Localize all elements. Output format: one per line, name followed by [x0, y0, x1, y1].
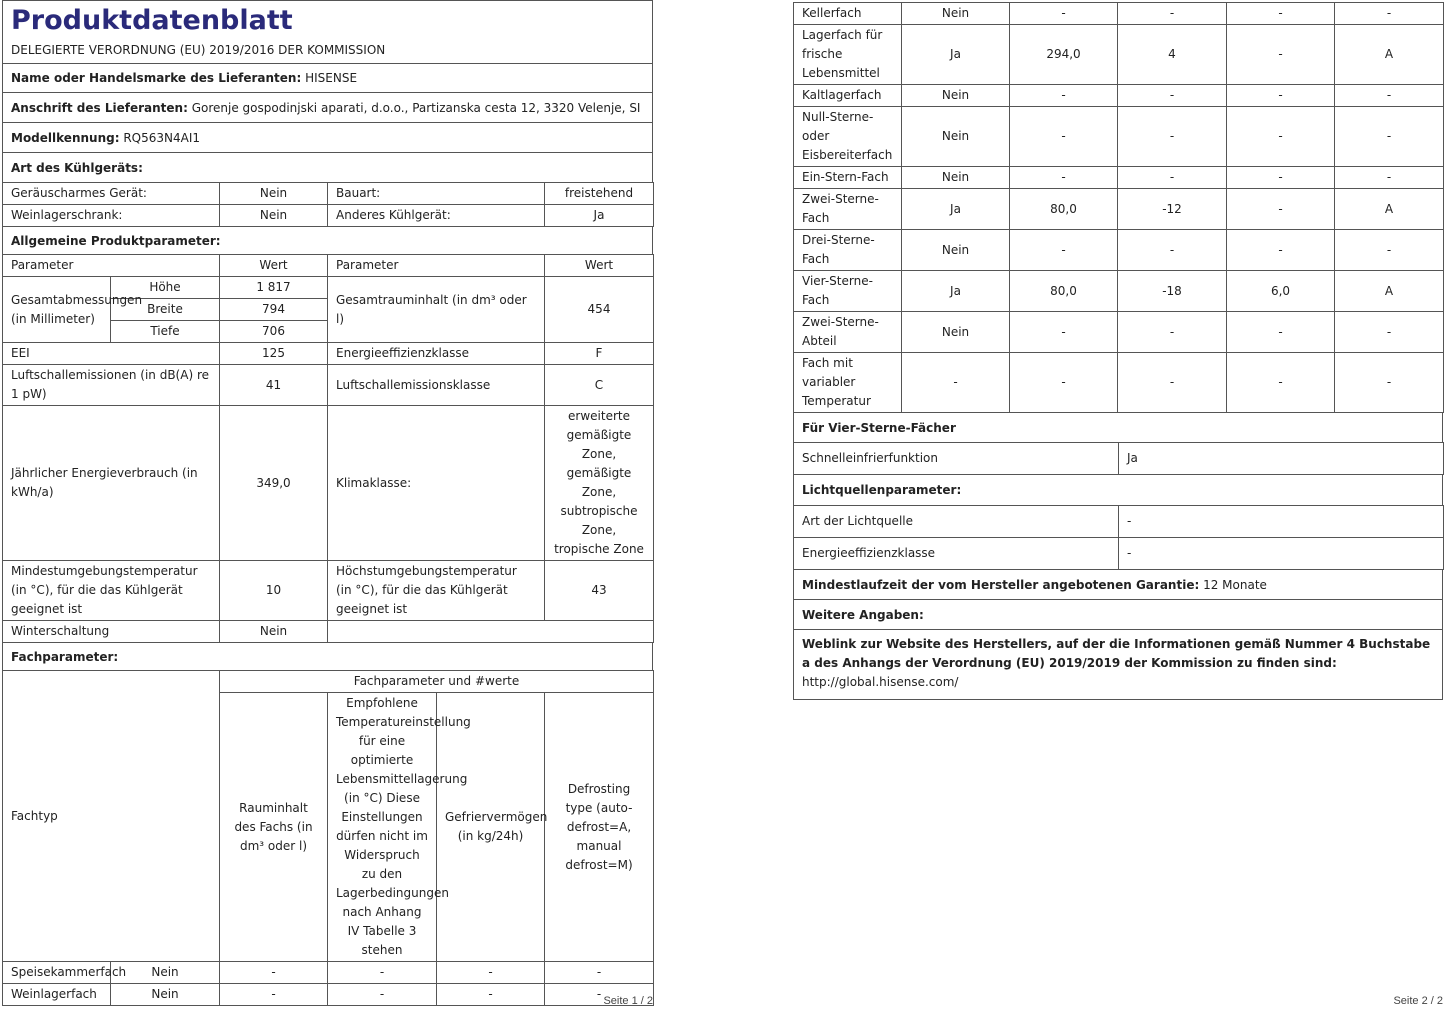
compartment-name: Ein-Stern-Fach — [794, 167, 902, 189]
compartment-value: - — [1118, 312, 1227, 353]
table-row — [794, 167, 1444, 189]
type-value: Ja — [545, 205, 654, 227]
compartment-value: 6,0 — [1227, 271, 1335, 312]
compartment-value: - — [1010, 3, 1118, 25]
table-row — [794, 271, 1444, 312]
max-temp-label: Höchstumgebungstemperatur (in °C), für die das Kühlgerät geeignet ist — [328, 561, 545, 621]
column-header: Gefriervermögen (in kg/24h) — [437, 693, 545, 962]
eei-value: 125 — [220, 343, 328, 365]
table-row — [3, 183, 654, 205]
general-heading: Allgemeine Produktparameter: — [2, 227, 653, 255]
four-star-heading: Für Vier-Sterne-Fächer — [793, 413, 1443, 443]
model-value: RQ563N4AI1 — [123, 130, 201, 145]
column-header: Parameter — [328, 255, 545, 277]
energy-consumption-label: Jährlicher Energieverbrauch (in kWh/a) — [3, 406, 220, 561]
noise-value: 41 — [220, 365, 328, 406]
supplier-row — [2, 63, 653, 93]
compartment-value: - — [1227, 107, 1335, 167]
compartment-present: Ja — [902, 25, 1010, 85]
compartment-value: - — [1118, 230, 1227, 271]
compartment-value: - — [1010, 312, 1118, 353]
compartment-table — [2, 670, 654, 1006]
noise-class-label: Luftschallemissionsklasse — [328, 365, 545, 406]
compartment-name: Weinlagerfach — [3, 984, 111, 1006]
light-type-label: Art der Lichtquelle — [794, 506, 1119, 538]
light-table — [793, 505, 1444, 570]
compartment-value: - — [1227, 85, 1335, 107]
type-value: Nein — [220, 205, 328, 227]
table-row — [794, 312, 1444, 353]
table-row — [794, 538, 1444, 570]
table-row — [794, 3, 1444, 25]
volume-value: 454 — [545, 277, 654, 343]
compartment-value: 80,0 — [1010, 189, 1118, 230]
dimension-name: Tiefe — [111, 321, 220, 343]
fachtyp-header: Fachtyp — [3, 671, 220, 962]
general-params-table — [2, 254, 654, 643]
page-title: Produktdatenblatt — [11, 5, 293, 36]
table-row — [3, 343, 654, 365]
column-header: Wert — [220, 255, 328, 277]
compartment-value: - — [220, 962, 328, 984]
winter-label: Winterschaltung — [3, 621, 220, 643]
compartment-heading: Fachparameter: — [2, 643, 653, 671]
compartment-value: - — [437, 984, 545, 1006]
warranty-row — [793, 570, 1443, 600]
max-temp-value: 43 — [545, 561, 654, 621]
dimension-name: Höhe — [111, 277, 220, 299]
compartment-value: - — [1335, 3, 1444, 25]
table-row — [3, 255, 654, 277]
compartment-value: - — [1010, 230, 1118, 271]
energy-class-label: Energieeffizienzklasse — [328, 343, 545, 365]
compartment-value: - — [1010, 353, 1118, 413]
type-heading: Art des Kühlgeräts: — [2, 153, 653, 183]
column-header: Parameter — [3, 255, 220, 277]
quick-freeze-value: Ja — [1119, 443, 1444, 475]
table-row — [794, 85, 1444, 107]
type-value: freistehend — [545, 183, 654, 205]
compartment-present: Nein — [902, 167, 1010, 189]
compartment-value: - — [220, 984, 328, 1006]
page-2 — [790, 0, 1445, 1009]
compartment-present: Nein — [902, 230, 1010, 271]
compartment-value: - — [545, 984, 654, 1006]
supplier-label: Name oder Handelsmarke des Lieferanten: — [11, 71, 302, 85]
table-row — [3, 365, 654, 406]
table-row — [3, 406, 654, 561]
weblink-row — [793, 630, 1443, 700]
compartment-present: Nein — [902, 312, 1010, 353]
compartment-value: - — [1335, 353, 1444, 413]
volume-label: Gesamtrauminhalt (in dm³ oder l) — [328, 277, 545, 343]
compartment-name: Null-Sterne- oder Eisbereiterfach — [794, 107, 902, 167]
quick-freeze-label: Schnelleinfrierfunktion — [794, 443, 1119, 475]
compartment-name: Speisekammerfach — [3, 962, 111, 984]
compartment-value: - — [1335, 312, 1444, 353]
compartment-value: - — [1010, 85, 1118, 107]
min-temp-value: 10 — [220, 561, 328, 621]
dimension-name: Breite — [111, 299, 220, 321]
table-row — [794, 107, 1444, 167]
table-row — [3, 962, 654, 984]
supplier-value: HISENSE — [305, 71, 358, 85]
compartment-value: - — [328, 984, 437, 1006]
four-star-table — [793, 442, 1444, 475]
weblink-value[interactable]: http://global.hisense.com/ — [802, 675, 959, 689]
compartment-name: Drei-Sterne-Fach — [794, 230, 902, 271]
eei-label: EEI — [3, 343, 220, 365]
energy-class-value: F — [545, 343, 654, 365]
compartment-name: Kaltlagerfach — [794, 85, 902, 107]
address-row — [2, 93, 653, 123]
compartment-name: Zwei-Sterne-Abteil — [794, 312, 902, 353]
compartment-value: - — [1227, 167, 1335, 189]
address-value: Gorenje gospodinjski aparati, d.o.o., Partizanska cesta 12, 3320 Velenje, SI — [191, 100, 641, 115]
compartment-name: Kellerfach — [794, 3, 902, 25]
warranty-value: 12 Monate — [1203, 577, 1267, 592]
light-class-value: - — [1119, 538, 1444, 570]
compartment-table-continued — [793, 2, 1444, 413]
table-row — [3, 621, 654, 643]
compartment-value: - — [1227, 25, 1335, 85]
table-row — [3, 561, 654, 621]
address-label: Anschrift des Lieferanten: — [11, 100, 188, 115]
compartment-present: Nein — [111, 984, 220, 1006]
table-row — [794, 443, 1444, 475]
compartment-present: Ja — [902, 189, 1010, 230]
compartment-name: Zwei-Sterne-Fach — [794, 189, 902, 230]
type-label: Anderes Kühlgerät: — [328, 205, 545, 227]
type-value: Nein — [220, 183, 328, 205]
table-row — [794, 353, 1444, 413]
noise-label: Luftschallemissionen (in dB(A) re 1 pW) — [3, 365, 220, 406]
compartment-value: - — [545, 962, 654, 984]
more-heading: Weitere Angaben: — [793, 600, 1443, 630]
group-header: Fachparameter und #werte — [220, 671, 654, 693]
light-heading: Lichtquellenparameter: — [793, 475, 1443, 506]
table-row — [794, 230, 1444, 271]
table-row — [794, 25, 1444, 85]
compartment-name: Lagerfach für frische Lebensmittel — [794, 25, 902, 85]
compartment-value: - — [1227, 312, 1335, 353]
table-row — [794, 506, 1444, 538]
empty-cell — [328, 621, 654, 643]
compartment-present: - — [902, 353, 1010, 413]
compartment-value: - — [1335, 167, 1444, 189]
column-header: Empfohlene Temperatureinstellung für eine optimierte Lebensmittellagerung (in °C) Diese Einstellungen dürfen nicht im Widerspruch zu den Lagerbedingungen nach Anhang IV Tabelle 3 stehen — [328, 693, 437, 962]
weblink-label: Weblink zur Website des Herstellers, auf der die Informationen gemäß Nummer 4 Buchstabe a des Anhangs der Verordnung (EU) 2019/2019 der Kommission zu finden sind: — [802, 637, 1431, 670]
warranty-label: Mindestlaufzeit der vom Hersteller angebotenen Garantie: — [802, 577, 1200, 592]
light-type-value: - — [1119, 506, 1444, 538]
compartment-value: - — [1010, 107, 1118, 167]
page-footer: Seite 2 / 2 — [1393, 995, 1443, 1007]
table-row — [3, 671, 654, 693]
compartment-present: Nein — [902, 107, 1010, 167]
dimension-value: 706 — [220, 321, 328, 343]
compartment-value: 294,0 — [1010, 25, 1118, 85]
model-row — [2, 123, 653, 153]
page-footer: Seite 1 / 2 — [603, 995, 653, 1007]
min-temp-label: Mindestumgebungstemperatur (in °C), für die das Kühlgerät geeignet ist — [3, 561, 220, 621]
compartment-value: - — [1335, 107, 1444, 167]
compartment-value: A — [1335, 189, 1444, 230]
compartment-value: - — [1118, 85, 1227, 107]
compartment-value: - — [1227, 230, 1335, 271]
compartment-value: - — [1227, 3, 1335, 25]
table-row — [794, 189, 1444, 230]
dimension-value: 1 817 — [220, 277, 328, 299]
dimensions-label: Gesamtabmessungen (in Millimeter) — [3, 277, 111, 343]
compartment-value: - — [1118, 167, 1227, 189]
type-label: Bauart: — [328, 183, 545, 205]
climate-value: erweiterte gemäßigte Zone, gemäßigte Zone, subtropische Zone, tropische Zone — [545, 406, 654, 561]
compartment-value: - — [437, 962, 545, 984]
column-header: Rauminhalt des Fachs (in dm³ oder l) — [220, 693, 328, 962]
compartment-value: 4 — [1118, 25, 1227, 85]
compartment-value: - — [1010, 167, 1118, 189]
compartment-present: Nein — [902, 85, 1010, 107]
compartment-value: A — [1335, 25, 1444, 85]
compartment-present: Nein — [111, 962, 220, 984]
table-row — [3, 984, 654, 1006]
climate-label: Klimaklasse: — [328, 406, 545, 561]
page-1 — [0, 0, 660, 1009]
compartment-value: - — [1227, 189, 1335, 230]
table-row — [3, 205, 654, 227]
compartment-value: - — [1118, 107, 1227, 167]
compartment-value: -12 — [1118, 189, 1227, 230]
compartment-name: Fach mit variabler Temperatur — [794, 353, 902, 413]
compartment-value: - — [1227, 353, 1335, 413]
compartment-value: - — [1335, 85, 1444, 107]
compartment-present: Nein — [902, 3, 1010, 25]
light-class-label: Energieeffizienzklasse — [794, 538, 1119, 570]
column-header: Wert — [545, 255, 654, 277]
type-label: Weinlagerschrank: — [3, 205, 220, 227]
compartment-value: - — [1118, 3, 1227, 25]
compartment-present: Ja — [902, 271, 1010, 312]
dimension-value: 794 — [220, 299, 328, 321]
energy-consumption-value: 349,0 — [220, 406, 328, 561]
compartment-value: A — [1335, 271, 1444, 312]
column-header: Defrosting type (auto-defrost=A, manual defrost=M) — [545, 693, 654, 962]
compartment-value: - — [1335, 230, 1444, 271]
compartment-value: - — [1118, 353, 1227, 413]
regulation-text: DELEGIERTE VERORDNUNG (EU) 2019/2016 DER KOMMISSION — [11, 43, 386, 57]
type-table — [2, 182, 654, 227]
model-label: Modellkennung: — [11, 130, 120, 145]
winter-value: Nein — [220, 621, 328, 643]
noise-class-value: C — [545, 365, 654, 406]
compartment-value: 80,0 — [1010, 271, 1118, 312]
table-row — [3, 277, 654, 299]
compartment-value: - — [328, 962, 437, 984]
compartment-name: Vier-Sterne-Fach — [794, 271, 902, 312]
type-label: Geräuscharmes Gerät: — [3, 183, 220, 205]
compartment-value: -18 — [1118, 271, 1227, 312]
